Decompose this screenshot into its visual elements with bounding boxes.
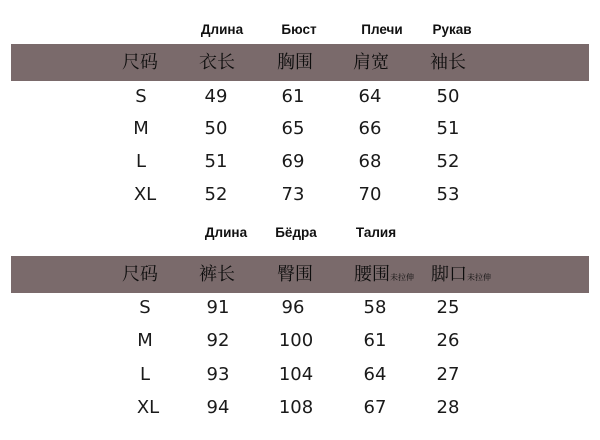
header-band xyxy=(11,256,589,293)
ru-label-sleeve: Рукав xyxy=(432,22,472,37)
ru-label-length: Длина xyxy=(200,22,244,37)
value-cell: 64 xyxy=(363,364,387,385)
header-leg-opening: 脚口未拉伸 xyxy=(431,264,491,285)
table-row xyxy=(0,359,600,391)
bottom-size-table xyxy=(0,218,600,440)
value-cell: 108 xyxy=(278,397,314,418)
value-cell: 64 xyxy=(358,86,382,107)
header-size: 尺码 xyxy=(122,264,158,285)
size-cell: M xyxy=(133,118,149,139)
size-cell: L xyxy=(135,151,147,172)
header-hips: 臀围 xyxy=(277,264,313,285)
header-bust: 胸围 xyxy=(277,52,313,73)
value-cell: 50 xyxy=(436,86,460,107)
ru-label-bust: Бюст xyxy=(281,22,317,37)
header-sleeve: 袖长 xyxy=(430,52,466,73)
table-row xyxy=(0,81,600,113)
value-cell: 69 xyxy=(281,151,305,172)
ru-label-shoulders: Плечи xyxy=(361,22,403,37)
size-cell: S xyxy=(135,86,147,107)
value-cell: 50 xyxy=(204,118,228,139)
value-cell: 51 xyxy=(436,118,460,139)
value-cell: 27 xyxy=(436,364,460,385)
ru-label-hips: Бёдра xyxy=(275,225,317,240)
value-cell: 61 xyxy=(363,330,387,351)
top-size-table xyxy=(0,0,600,215)
size-cell: L xyxy=(139,364,151,385)
table-row xyxy=(0,146,600,178)
value-cell: 67 xyxy=(363,397,387,418)
value-cell: 52 xyxy=(204,184,228,205)
value-cell: 52 xyxy=(436,151,460,172)
value-cell: 70 xyxy=(358,184,382,205)
table-row xyxy=(0,392,600,424)
header-pants-length: 裤长 xyxy=(199,264,235,285)
value-cell: 73 xyxy=(281,184,305,205)
value-cell: 94 xyxy=(206,397,230,418)
header-length: 衣长 xyxy=(199,52,235,73)
table-row xyxy=(0,325,600,357)
size-cell: S xyxy=(139,297,151,318)
value-cell: 100 xyxy=(278,330,314,351)
header-band xyxy=(11,44,589,81)
header-shoulder: 肩宽 xyxy=(353,52,389,73)
ru-label-length: Длина xyxy=(204,225,248,240)
value-cell: 58 xyxy=(363,297,387,318)
value-cell: 66 xyxy=(358,118,382,139)
value-cell: 104 xyxy=(278,364,314,385)
value-cell: 93 xyxy=(206,364,230,385)
header-note: 未拉伸 xyxy=(390,273,414,282)
value-cell: 61 xyxy=(281,86,305,107)
value-cell: 25 xyxy=(436,297,460,318)
value-cell: 28 xyxy=(436,397,460,418)
value-cell: 26 xyxy=(436,330,460,351)
value-cell: 96 xyxy=(281,297,305,318)
table-row xyxy=(0,179,600,211)
header-waist: 腰围未拉伸 xyxy=(354,264,414,285)
size-cell: XL xyxy=(136,397,160,418)
header-note: 未拉伸 xyxy=(467,273,491,282)
value-cell: 65 xyxy=(281,118,305,139)
ru-label-waist: Талия xyxy=(355,225,397,240)
value-cell: 51 xyxy=(204,151,228,172)
value-cell: 53 xyxy=(436,184,460,205)
value-cell: 92 xyxy=(206,330,230,351)
header-size: 尺码 xyxy=(122,52,158,73)
size-cell: M xyxy=(137,330,153,351)
value-cell: 49 xyxy=(204,86,228,107)
value-cell: 91 xyxy=(206,297,230,318)
size-cell: XL xyxy=(133,184,157,205)
value-cell: 68 xyxy=(358,151,382,172)
table-row xyxy=(0,113,600,145)
table-row xyxy=(0,292,600,324)
